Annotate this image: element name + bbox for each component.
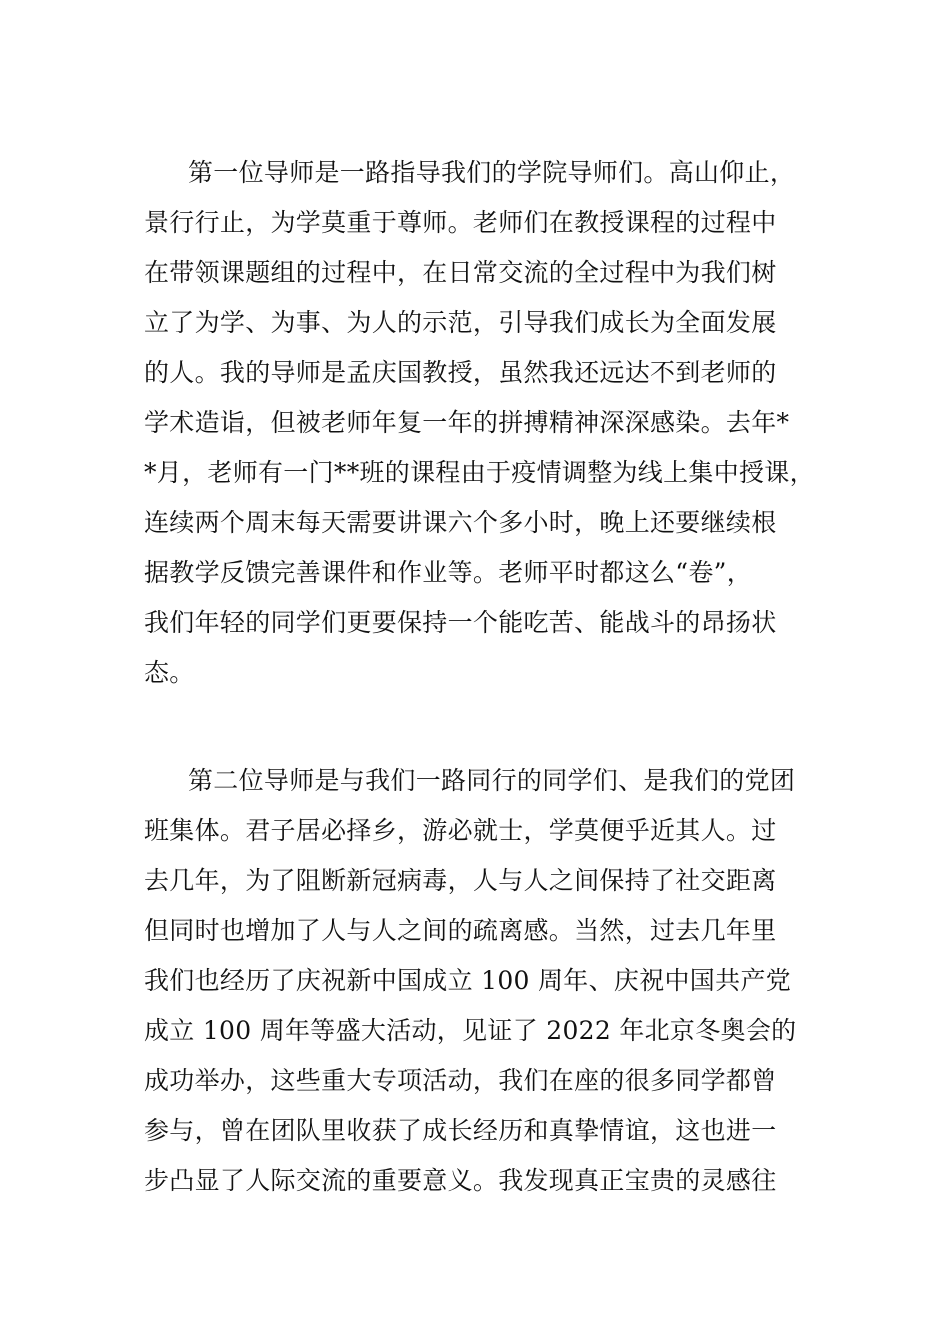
- text-line: 连续两个周末每天需要讲课六个多小时，晚上还要继续根: [144, 508, 777, 537]
- text-line: 第二位导师是与我们一路同行的同学们、是我们的党团: [188, 766, 796, 795]
- text-line: 去几年，为了阻断新冠病毒，人与人之间保持了社交距离: [144, 866, 777, 895]
- text-line: 步凸显了人际交流的重要意义。我发现真正宝贵的灵感往: [144, 1166, 777, 1195]
- text-line: 我们也经历了庆祝新中国成立 100 周年、庆祝中国共产党: [144, 966, 792, 995]
- text-line: 立了为学、为事、为人的示范，引导我们成长为全面发展: [144, 308, 777, 337]
- text-line: 但同时也增加了人与人之间的疏离感。当然，过去几年里: [144, 916, 777, 945]
- text-line: 据教学反馈完善课件和作业等。老师平时都这么“卷”，: [144, 558, 753, 587]
- text-line: 成功举办，这些重大专项活动，我们在座的很多同学都曾: [144, 1066, 777, 1095]
- text-line: 景行行止，为学莫重于尊师。老师们在教授课程的过程中: [144, 208, 777, 237]
- text-line: 在带领课题组的过程中，在日常交流的全过程中为我们树: [144, 258, 777, 287]
- text-line: 第一位导师是一路指导我们的学院导师们。高山仰止，: [188, 158, 796, 187]
- text-line: 班集体。君子居必择乡，游必就士，学莫便乎近其人。过: [144, 816, 777, 845]
- text-line: *月，老师有一门**班的课程由于疫情调整为线上集中授课，: [144, 458, 815, 487]
- text-line: 成立 100 周年等盛大活动，见证了 2022 年北京冬奥会的: [144, 1016, 797, 1045]
- text-line: 我们年轻的同学们更要保持一个能吃苦、能战斗的昂扬状: [144, 608, 777, 637]
- text-line: 的人。我的导师是孟庆国教授，虽然我还远达不到老师的: [144, 358, 777, 387]
- text-line: 参与，曾在团队里收获了成长经历和真挚情谊，这也进一: [144, 1116, 777, 1145]
- text-line: 学术造诣，但被老师年复一年的拼搏精神深深感染。去年*: [144, 408, 790, 437]
- text-line: 态。: [144, 658, 195, 687]
